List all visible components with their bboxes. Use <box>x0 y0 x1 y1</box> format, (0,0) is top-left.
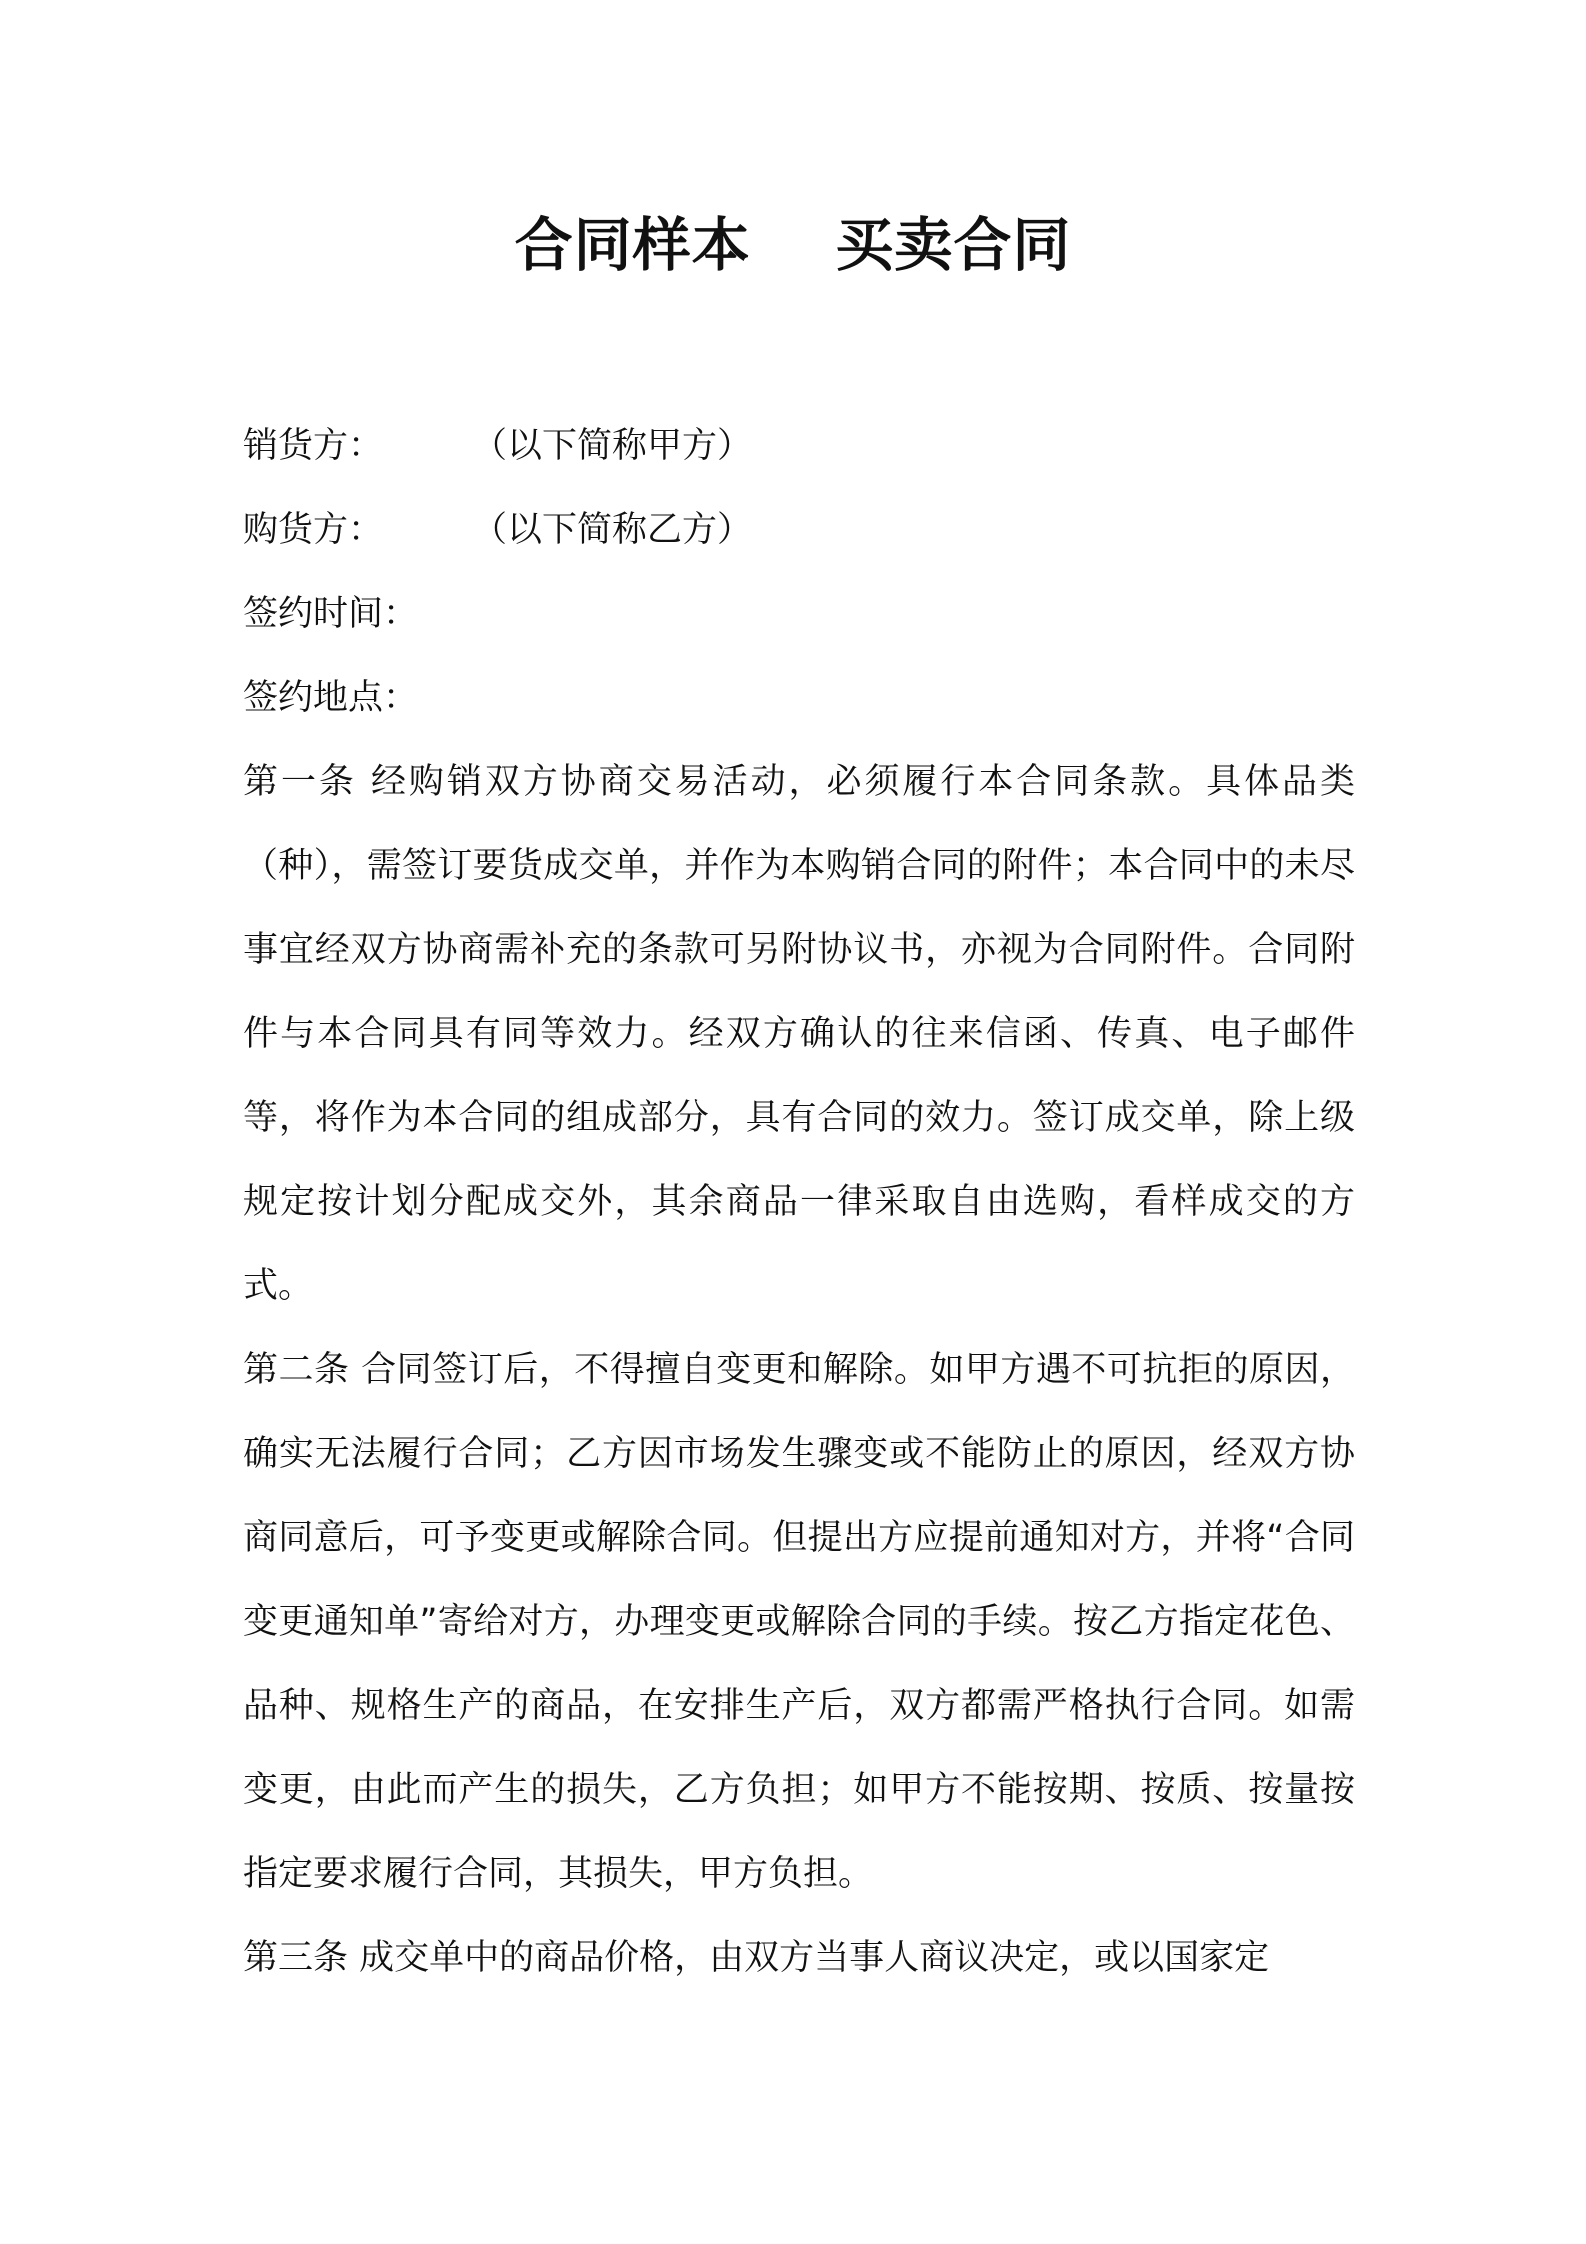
document-body <box>243 404 1355 2000</box>
buyer-field: 购货方： （以下简称乙方） <box>243 510 753 550</box>
document-title: 合同样本 买卖合同 <box>514 211 1072 279</box>
article-1: 第一条 经购销双方协商交易活动，必须履行本合同条款。具体品类（种），需签订要货成交单，并作为本购销合同的附件；本合同中的未尽事宜经双方协商需补充的条款可另附协议书，亦视为合同附件。合同附件与本合同具有同等效力。经双方确认的往来信函、传真、电子邮件等，将作为本合同的组成部分，具有合同的效力。签订成交单，除上级规定按计划分配成交外，其余商品一律采取自由选购，看样成交的方式。 <box>243 762 1355 1306</box>
article-3: 第三条 成交单中的商品价格，由双方当事人商议决定，或以国家定 <box>243 1938 1270 1978</box>
signing-place-field: 签约地点： <box>243 678 419 718</box>
seller-field: 销货方： （以下简称甲方） <box>243 426 753 466</box>
signing-time-field: 签约时间： <box>243 594 419 634</box>
article-2: 第二条 合同签订后，不得擅自变更和解除。如甲方遇不可抗拒的原因，确实无法履行合同；乙方因市场发生骤变或不能防止的原因，经双方协商同意后，可予变更或解除合同。但提出方应提前通知对方，并将“合同变更通知单”寄给对方，办理变更或解除合同的手续。按乙方指定花色、品种、规格生产的商品，在安排生产后，双方都需严格执行合同。如需变更，由此而产生的损失，乙方负担；如甲方不能按期、按质、按量按指定要求履行合同，其损失，甲方负担。 <box>243 1350 1355 1894</box>
